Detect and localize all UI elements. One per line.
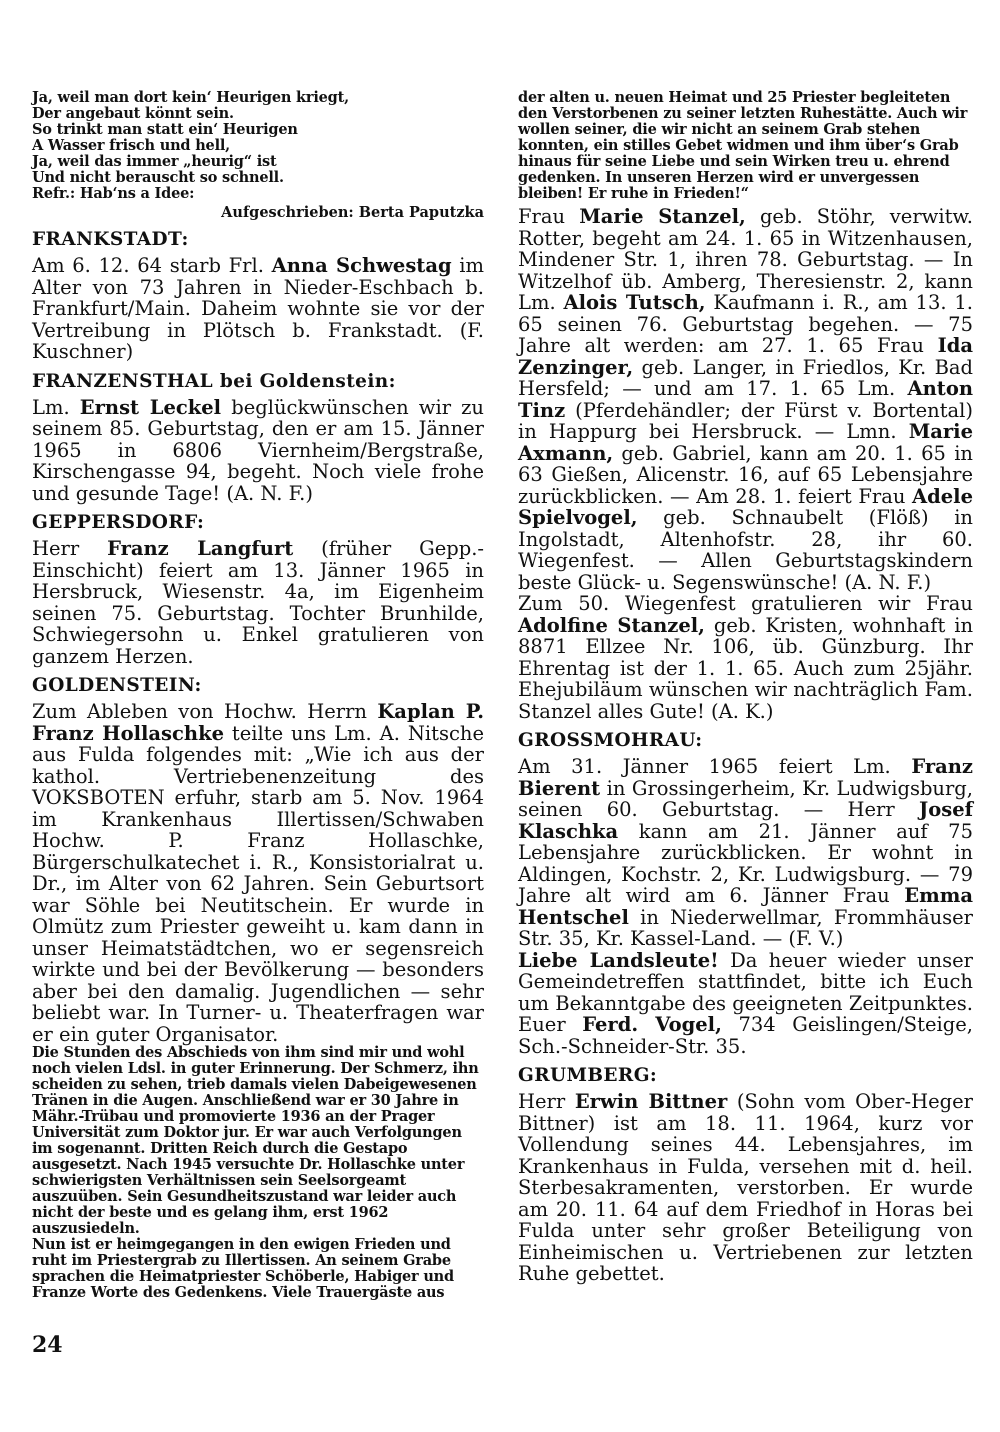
section-heading-geppersdorf: GEPPERSDORF: (32, 512, 205, 533)
text-run: beglückwünschen wir zu seinem 85. Geburtstag, den er am 15. Jänner 1965 in 6806 Viernheim/Bergstraße, Kirschengasse 94, begeht. Noch viele frohe und gesunde Tage! (A. N. F.) (32, 395, 484, 505)
person-name: Anton Tinz (518, 377, 973, 422)
person-name: Adele Spielvogel, (518, 484, 973, 529)
person-name: Kaplan P. Franz Hollaschke (32, 700, 485, 745)
article-birthdays (518, 206, 973, 593)
person-name: Alois Tutsch, (563, 291, 706, 314)
poem-line: Ja, weil man dort kein‘ Heurigen kriegt, (32, 89, 349, 106)
article-goldenstein (32, 701, 484, 1045)
person-name: Marie Axmann, (518, 420, 973, 465)
person-name: Ferd. Vogel, (582, 1013, 722, 1036)
text-run: Zum 50. Wiegenfest gratulieren wir Frau (518, 592, 973, 615)
text-run: im Alter von 73 Jahren in Nieder-Eschbach b. Frankfurt/Main. Daheim wohnte sie vor der Vertreibung in Plötsch b. Frankstadt. (F. Kuschner) (32, 254, 485, 363)
person-name: Marie Stanzel, (579, 205, 746, 228)
text-run: 734 Geislingen/Steige, Sch.-Schneider-Str. 35. (518, 1013, 973, 1058)
text-run: geb. Langer, in Friedlos, Kr. Bad Hersfeld; — und am 17. 1. 65 Lm. (518, 355, 974, 400)
text-run: Am 6. 12. 64 starb Frl. (32, 254, 264, 277)
text-run: geb. Gabriel, kann am 20. 1. 65 in 63 Gießen, Alicenstr. 16, auf 65 Lebensjahre zurückblicken. — Am 28. 1. feiert Frau (518, 441, 973, 508)
text-run: Lm. (32, 395, 70, 419)
article-goldenstein-small-1: Die Stunden des Abschieds von ihm sind mir und wohl noch vielen Ldsl. in guter Erinnerung. Der Schmerz, ihn scheiden zu sehen, trieb damals vielen Dabeigewesenen Tränen in die Augen. Anschließend war er 30 Jahre in Mähr.-Trübau und promovierte 1936 an der Prager Universität zum Doktor jur. Er war auch Verfolgungen im sogenannt. Dritten Reich durch die Gestapo ausgesetzt. Nach 1945 versuchte Dr. Hollaschke unter schwierigsten Verhältnissen sein Seelsorgeamt auszuüben. Sein Gesundheitszustand war leider auch nicht der beste und es gelang ihm, erst 1962 auszusiedeln. (32, 1044, 479, 1237)
article-grossmohrau (518, 756, 973, 950)
person-name: Ernst Leckel (79, 395, 222, 419)
text-run: geb. Kristen, wohnhaft in 8871 Ellzee Nr. 106, üb. Günzburg. Ihr Ehrentag ist der 1. 1. 65. Auch zum 25jähr. Ehejubiläum wünschen wir nachträglich Fam. Stanzel alles Gute! (A. K.) (518, 613, 974, 723)
person-name: Josef Klaschka (518, 798, 973, 843)
text-run: in Niederwellmar, Frommhäuser Str. 35, Kr. Kassel-Land. — (F. V.) (518, 905, 973, 950)
article-frankstadt (32, 255, 484, 363)
poem-line: Der angebaut könnt sein. (32, 105, 234, 122)
lead-text: Liebe Landsleute! (518, 948, 719, 972)
article-goldenstein-small-2: Nun ist er heimgegangen in den ewigen Frieden und ruht im Priestergrab zu Illertissen. An seinem Grabe sprachen die Heimatpriester Schöberle, Habiger und Franze Worte des Gedenkens. Viele Trauergäste aus (32, 1236, 454, 1301)
article-franzensthal (32, 397, 484, 505)
text-run: Da heuer wieder unser Gemeindetreffen stattfindet, bitte ich Euch um Bekanntgabe des geeigneten Zeitpunktes. Euer (518, 948, 973, 1036)
text-run: Herr (32, 537, 80, 560)
article-grumberg (518, 1091, 973, 1285)
article-goldenstein-continued: der alten u. neuen Heimat und 25 Priester begleiteten den Verstorbenen zu seiner letzten Ruhestätte. Auch wir wollen seiner, die wir nicht an seinem Grab stehen konnten, ein stilles Gebet widmen und ihm über‘s Grab hinaus für seine Liebe und sein Wirken treu u. ehrend gedenken. In unseren Herzen wird er unvergessen bleiben! Er ruhe in Frieden!“ (518, 89, 968, 202)
right-column (518, 90, 973, 1285)
poem-line: Refr.: Hab‘ns a Idee: (32, 185, 195, 202)
section-heading-grossmohrau: GROSSMOHRAU: (518, 730, 703, 751)
left-column (32, 90, 484, 1301)
text-run: Frau (518, 205, 566, 228)
text-run: Kaufmann i. R., am 13. 1. 65 seinen 76. Geburtstag begehen. — 75 Jahre alt werden: am 27. 1. 65 Frau (518, 291, 974, 357)
text-run: (früher Gepp.-Einschicht) feiert am 13. Jänner 1965 in Hersbruck, Wiesenstr. 4a, im Eigenheim seinen 75. Geburtstag. Tochter Brunhilde, Schwiegersohn u. Enkel gratulieren von ganzem Herzen. (32, 537, 484, 668)
text-run: Zum Ableben von Hochw. Herrn (32, 700, 367, 723)
text-run: teilte uns Lm. A. Nitsche aus Fulda folgendes mit: „Wie ich aus der kathol. Vertriebenenzeitung des VOKSBOTEN erfuhr, starb am 5. Nov. 1964 im Krankenhaus Illertissen/Schwaben Hochw. P. Franz Hollaschke, Bürgerschulkatechet i. R., Konsistorialrat u. Dr., im Alter von 62 Jahren. Sein Geburtsort war Söhle bei Neutitschein. Er wurde in Olmütz zum Priester geweiht u. kam dann in unser Heimatstädtchen, wo er segensreich wirkte und bei der Bevölkerung — besonders aber bei den damalig. Jugendlichen — sehr beliebt war. In Turner- u. Theaterfragen war er ein guter Organisator. (32, 721, 485, 1046)
person-name: Adolfine Stanzel, (518, 613, 705, 637)
poem-line: Ja, weil das immer „heurig“ ist (32, 153, 277, 170)
text-run: in Grossingerheim, Kr. Ludwigsburg, seinen 60. Geburtstag. — Herr (518, 776, 973, 821)
text-run: Am 31. Jänner 1965 feiert Lm. (518, 755, 891, 778)
article-grossmohrau-notice (518, 950, 973, 1058)
poem-line: A Wasser frisch und hell, (32, 137, 231, 154)
poem-credit: Aufgeschrieben: Berta Paputzka (221, 204, 484, 221)
article-wiegenfest (518, 593, 973, 722)
person-name: Ida Zenzinger, (518, 334, 973, 379)
section-heading-grumberg: GRUMBERG: (518, 1065, 658, 1086)
text-run: (Pferdehändler; der Fürst v. Bortental) in Happurg bei Hersbruck. — Lmn. (518, 398, 973, 443)
text-run: geb. Schnaubelt (Flöß) in Ingolstadt, Altenhofstr. 28, ihr 60. Wiegenfest. — Allen Geburtstagskindern beste Glück- u. Segenswünsche! (A. N. F.) (518, 506, 973, 594)
person-name: Erwin Bittner (574, 1090, 728, 1113)
poem (32, 90, 484, 202)
text-run: geb. Stöhr, verwitw. Rotter, begeht am 24. 1. 65 in Witzenhausen, Mindener Str. 1, ihren 78. Geburtstag. — In Witzelhof üb. Amberg, Theresienstr. 2, kann Lm. (518, 205, 973, 314)
page-number: 24 (32, 1332, 63, 1358)
section-heading-frankstadt: FRANKSTADT: (32, 229, 189, 250)
section-heading-goldenstein: GOLDENSTEIN: (32, 675, 202, 696)
article-geppersdorf (32, 538, 484, 667)
section-heading-franzensthal: FRANZENSTHAL bei Goldenstein: (32, 370, 396, 392)
text-run: kann am 21. Jänner auf 75 Lebensjahre zurückblicken. Er wohnt in Aldingen, Kochstr. 2, Kr. Ludwigsburg. — 79 Jahre alt wird am 6. Jänner Frau (518, 819, 973, 907)
person-name: Anna Schwestag (271, 254, 452, 277)
poem-line: Und nicht berauscht so schnell. (32, 169, 284, 186)
person-name: Franz Bierent (518, 755, 973, 800)
text-run: (Sohn vom Ober-Heger Bittner) ist am 18. 11. 1964, kurz vor Vollendung seines 44. Lebensjahres, im Krankenhaus in Fulda, versehen mit d. heil. Sterbesakramenten, verstorben. Er wurde am 20. 11. 64 auf dem Friedhof in Horas bei Fulda unter sehr großer Beteiligung von Einheimischen u. Vertriebenen zur letzten Ruhe gebettet. (518, 1090, 973, 1285)
person-name: Franz Langfurt (107, 537, 294, 560)
poem-line: So trinkt man statt ein‘ Heurigen (32, 121, 298, 138)
text-run: Herr (518, 1090, 566, 1113)
person-name: Emma Hentschel (518, 884, 973, 929)
